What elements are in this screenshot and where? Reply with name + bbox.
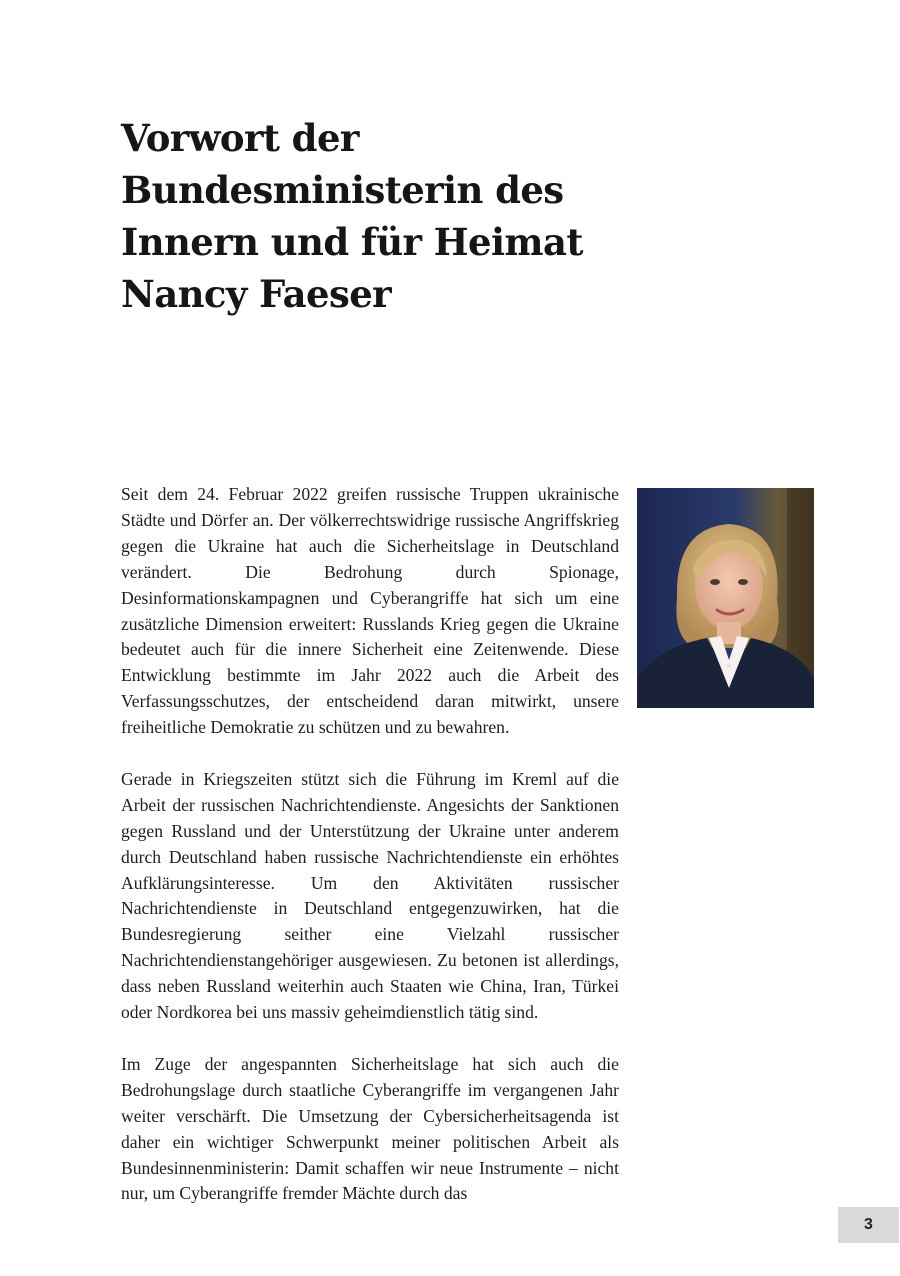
portrait-photo	[637, 488, 814, 708]
page-number: 3	[838, 1207, 899, 1243]
paragraph: Im Zuge der angespannten Sicherheitslage hat sich auch die Bedrohungslage durch staatliche Cyberangriffe im vergangenen Jahr weiter verschärft. Die Umsetzung der Cybersicherheitsagenda ist daher ein wichtiger Schwerpunkt meiner politischen Arbeit als Bundesinnenministerin: Damit schaffen wir neue Instrumente – nicht nur, um Cyberangriffe fremder Mächte durch das	[121, 1053, 619, 1204]
portrait-illustration	[637, 488, 814, 708]
page-title	[121, 112, 601, 320]
foreword-body	[121, 482, 619, 1233]
title-line: Vorwort der	[121, 116, 359, 160]
title-line: Innern und für Heimat	[121, 220, 583, 264]
title-line: Bundesministerin des	[121, 168, 564, 212]
paragraph: Gerade in Kriegszeiten stützt sich die Führung im Kreml auf die Arbeit der russischen Nachrichtendienste. Angesichts der Sanktionen gegen Russland und der Unterstützung der Ukraine unter anderem durch Deutschland haben russische Nachrichtendienste ein erhöhtes Aufklärungsinteresse. Um den Aktivitäten russischer Nachrichtendienste in Deutschland entgegenzuwirken, hat die Bundesregierung seither eine Vielzahl russischer Nachrichtendienstangehöriger ausgewiesen. Zu betonen ist allerdings, dass neben Russland weiterhin auch Staaten wie China, Iran, Türkei oder Nordkorea bei uns massiv geheimdienstlich tätig sind.	[121, 768, 619, 1023]
title-line: Nancy Faeser	[121, 272, 392, 316]
paragraph: Seit dem 24. Februar 2022 greifen russische Truppen ukrainische Städte und Dörfer an. Der völkerrechtswidrige russische Angriffskrieg gegen die Ukraine hat auch die Sicherheitslage in Deutschland verändert. Die Bedrohung durch Spionage, Desinformationskampagnen und Cyberangriffe hat sich um eine zusätzliche Dimension erweitert: Russlands Krieg gegen die Ukraine bedeutet auch für die innere Sicherheit eine Zeitenwende. Diese Entwicklung bestimmte im Jahr 2022 auch die Arbeit des Verfassungsschutzes, der entscheidend daran mitwirkt, unsere freiheitliche Demokratie zu schützen und zu bewahren.	[121, 484, 619, 738]
